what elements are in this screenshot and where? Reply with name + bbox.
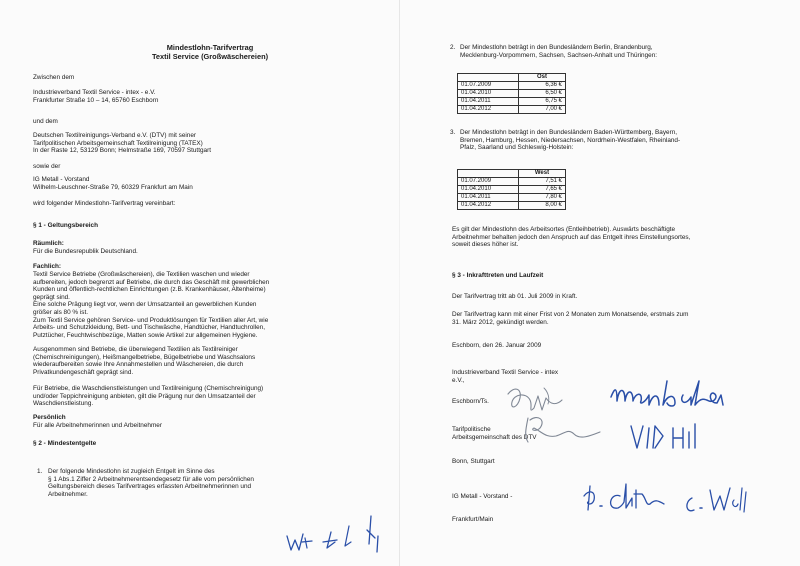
text-line: (Chemischreinigungen), Heißmangelbetriebe, Bügelbetriebe und Waschsalons (33, 353, 256, 361)
table-value-cell: 7,80 € (519, 194, 566, 202)
table-date-cell: 01.04.2012 (458, 202, 519, 210)
text-line: Der Tarifvertrag kann mit einer Frist von 2 Monaten zum Monatsende, erstmals zum (452, 311, 689, 318)
text-line: Putztücher, Feuchtwischbezüge, Matten sowie Artikel zur allgemeinen Hygiene. (33, 331, 258, 339)
signature-dtv-1 (510, 410, 610, 450)
text-line: Arbeitnehmer. (48, 490, 88, 498)
persoenlich-heading: Persönlich (33, 414, 66, 421)
table-value-cell: 8,00 € (519, 202, 566, 210)
title-line-2: Textil Service (Großwäschereien) (151, 52, 269, 61)
item-2-text (460, 44, 657, 59)
initials-signature (283, 514, 393, 558)
section-3-heading: § 3 - Inkrafttreten und Laufzeit (452, 272, 544, 279)
fachlich-paragraph-3 (33, 385, 263, 408)
text-line: aufbereiten, jedoch begrenzt auf Betriebe, die durch das Geschäft mit gewerblichen (33, 278, 270, 286)
party-1-address: Frankfurter Straße 10 – 14, 65760 Eschborn (33, 96, 159, 104)
signatory-2-subname: Arbeitsgemeinschaft des DTV (452, 433, 537, 441)
signatory-2-place: Bonn, Stuttgart (452, 458, 495, 465)
table-corner-cell (458, 74, 519, 82)
text-line: Arbeitnehmer behalten jedoch den Anspruch auf das Entgelt ihres Einstellungsortes, (452, 233, 691, 241)
text-line: Kunden und öffentlich-rechtlichen Einrichtungen (z.B. Krankenhäuser, Altenheime) (33, 286, 266, 294)
signatory-1-place: Eschborn/Ts. (452, 398, 489, 405)
text-line: Für Betriebe, die Waschdienstleistungen und Textilreinigung (Chemischreinigung) (33, 385, 264, 392)
table-date-cell: 01.04.2010 (458, 90, 519, 98)
and-label-2: sowie der (33, 163, 61, 170)
table-header-west: West (519, 170, 566, 178)
minimum-wage-table-ost (457, 73, 566, 114)
raeumlich-heading: Räumlich: (33, 240, 64, 247)
text-line: Mecklenburg-Vorpommern, Sachsen, Sachsen-Anhalt und Thüringen: (460, 51, 658, 59)
table-value-cell: 6,75 € (519, 98, 566, 106)
table-row (458, 82, 566, 90)
text-line: Der Mindestlohn beträgt in den Bundesländern Baden-Württemberg, Bayern, (460, 129, 678, 136)
table-row (458, 202, 566, 210)
party-1-name: Industrieverband Textil Service - intex - e.V. (33, 89, 156, 96)
party-2-subname: Tarifpolitischen Arbeitsgemeinschaft Textilreinigung (TATEX) (33, 139, 203, 147)
table-value-cell: 7,65 € (519, 186, 566, 194)
text-line: Privatkundengeschäft geprägt sind. (33, 368, 134, 376)
signatory-1-name: Industrieverband Textil Service - intex (452, 369, 559, 376)
text-line: Textil Service Betriebe (Großwäschereien), die Textilien waschen und wieder (33, 271, 250, 278)
text-line: Zum Textil Service gehören Service- und Produktlösungen für Textilien aller Art, wie (33, 316, 269, 324)
signatory-2-name: Tarifpolitische (452, 426, 491, 433)
text-line: geprägt sind. (33, 293, 70, 301)
signatory-3-name: IG Metall - Vorstand - (452, 493, 513, 500)
table-date-cell: 01.04.2012 (458, 106, 519, 114)
table-value-cell: 6,36 € (519, 82, 566, 90)
table-row (458, 98, 566, 106)
text-line: und/oder Teppichreinigung anbieten, gilt die Prägung nur den Umsatzanteil der (33, 392, 256, 400)
party-1 (33, 89, 158, 104)
text-line: § 1 Abs.1 Ziffer 2 Arbeitnehmerentsendegesetz für alle vom persönlichen (48, 475, 254, 483)
item-2-number: 2. (450, 44, 456, 51)
party-3-name: IG Metall - Vorstand (33, 176, 90, 183)
party-2-name: Deutschen Textilreinigungs-Verband e.V. (DTV) mit seiner (33, 132, 197, 139)
signature-igm-2 (680, 482, 760, 522)
table-header-row (458, 74, 566, 82)
minimum-wage-table-west (457, 169, 566, 210)
signature-intex-2 (605, 375, 745, 420)
signatory-1-suffix: e.V., (452, 376, 465, 384)
right-page (400, 0, 800, 566)
text-line: Der Mindestlohn beträgt in den Bundesländern Berlin, Brandenburg, (460, 44, 653, 51)
text-line: wiederaufbereiten sowie Ihre Annahmestellen und Wäschereien, die durch (33, 361, 244, 369)
section-2-heading: § 2 - Mindestentgelte (33, 440, 97, 447)
table-value-cell: 7,51 € (519, 178, 566, 186)
text-line: Geltungsbereich dieses Tarifvertrages erfassten Arbeitnehmerinnen und (48, 483, 252, 491)
arbeitsort-paragraph (452, 226, 690, 249)
text-line: 31. März 2012, gekündigt werden. (452, 318, 549, 326)
table-header-row (458, 170, 566, 178)
persoenlich-text: Für alle Arbeitnehmerinnen und Arbeitnehmer (33, 422, 162, 429)
signatory-3-place: Frankfurt/Main (452, 516, 494, 523)
between-label: Zwischen dem (33, 74, 75, 81)
text-line: Pfalz, Saarland und Schleswig-Holstein: (460, 144, 574, 152)
table-row (458, 194, 566, 202)
table-row (458, 90, 566, 98)
text-line: Arbeits- und Schutzkleidung, Bett- und Tischwäsche, Handtücher, Handtuchrollen, (33, 324, 265, 332)
table-row (458, 186, 566, 194)
table-date-cell: 01.04.2011 (458, 98, 519, 106)
place-and-date: Eschborn, den 26. Januar 2009 (452, 342, 542, 349)
table-date-cell: 01.07.2009 (458, 178, 519, 186)
fachlich-paragraph-1 (33, 271, 269, 339)
agreement-intro: wird folgender Mindestlohn-Tarifvertrag vereinbart: (33, 200, 176, 207)
text-line: Ausgenommen sind Betriebe, die überwiegend Textilien als Textilreiniger (33, 346, 238, 353)
party-2-address: In der Raste 12, 53129 Bonn; Helmstraße 169, 70597 Stuttgart (33, 147, 211, 155)
table-date-cell: 01.07.2009 (458, 82, 519, 90)
table-date-cell: 01.04.2011 (458, 194, 519, 202)
section-3-paragraph-1: Der Tarifvertrag tritt ab 01. Juli 2009 in Kraft. (452, 293, 578, 300)
section-1-heading: § 1 - Geltungsbereich (33, 222, 98, 229)
item-3-number: 3. (450, 129, 456, 136)
party-3 (33, 176, 193, 191)
text-line: soweit dieses höher ist. (452, 241, 519, 249)
item-3-text (460, 129, 680, 152)
table-value-cell: 6,50 € (519, 90, 566, 98)
signature-dtv-2 (625, 418, 715, 454)
text-line: Waschdienstleistung. (33, 400, 94, 408)
and-label-1: und dem (33, 118, 58, 125)
item-1-number: 1. (37, 468, 43, 475)
section-3-paragraph-2 (452, 311, 688, 326)
raeumlich-text: Für die Bundesrepublik Deutschland. (33, 248, 138, 255)
fachlich-heading: Fachlich: (33, 263, 62, 270)
table-row (458, 106, 566, 114)
text-line: Es gilt der Mindestlohn des Arbeitsortes (Entleihbetrieb). Auswärts beschäftigte (452, 226, 676, 233)
text-line: größer als 80 % ist. (33, 308, 89, 316)
party-3-address: Wilhelm-Leuschner-Straße 79, 60329 Frankfurt am Main (33, 183, 193, 191)
fachlich-paragraph-2 (33, 346, 255, 376)
table-value-cell: 7,00 € (519, 106, 566, 114)
text-line: Der folgende Mindestlohn ist zugleich Entgelt im Sinne des (48, 468, 215, 475)
table-header-ost: Ost (519, 74, 566, 82)
text-line: Bremen, Hamburg, Hessen, Niedersachsen, Nordrhein-Westfalen, Rheinland- (460, 136, 681, 144)
party-2 (33, 132, 211, 155)
text-line: Eine solche Prägung liegt vor, wenn der Umsatzanteil an gewerblichen Kunden (33, 301, 257, 309)
table-corner-cell (458, 170, 519, 178)
table-row (458, 178, 566, 186)
table-date-cell: 01.04.2010 (458, 186, 519, 194)
document-title (60, 43, 360, 61)
title-line-1: Mindestlohn-Tarifvertrag (166, 43, 254, 52)
item-1-text (48, 468, 254, 498)
